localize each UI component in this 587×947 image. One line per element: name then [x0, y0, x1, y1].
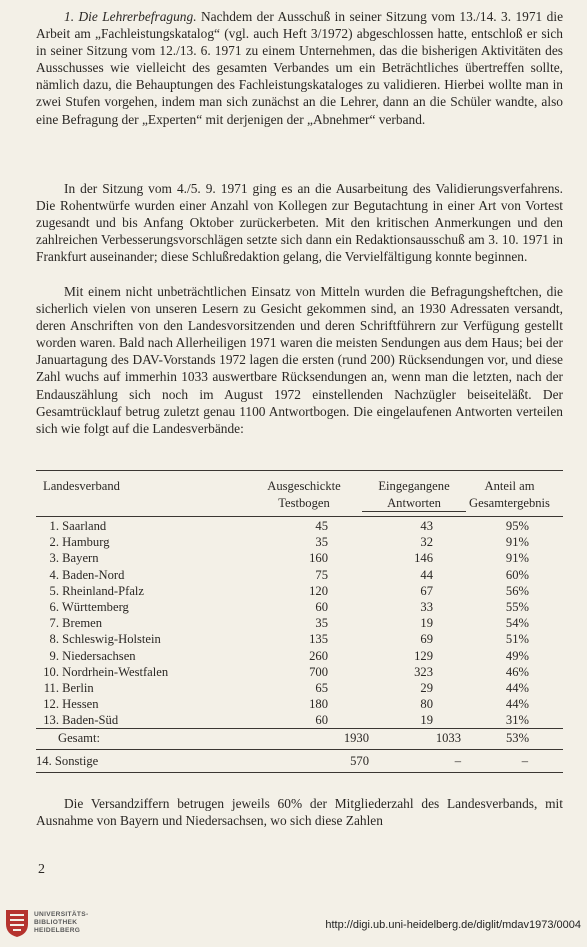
received-value: 43 [420, 519, 433, 533]
cell-sent [254, 583, 354, 599]
received-value: 19 [420, 713, 433, 728]
cell-share [466, 648, 563, 664]
cell-received [354, 518, 466, 534]
cell-sent [254, 712, 354, 728]
paragraph-text: In der Sitzung vom 4./5. 9. 1971 ging es an die Ausarbeitung des Validierungsverfahrens. Die Rohentwürfe wurden einer Anzahl von Kollegen zur Begutachtung in einer Art von Vortest zugesandt und bis Anfang Oktober zurückerbeten. Mit den kritischen Anmerkungen und den zahlreichen Verbesserungsvorschlägen setzte sich dann ein Redaktionsausschuß am 3. 10. 1971 in Frankfurt auseinander; diese Schlußredaktion gelang, die Vervielfältigung konnte beginnen. [36, 181, 563, 265]
other-row [36, 753, 563, 770]
table-row [36, 631, 563, 647]
row-number: 11. [43, 681, 59, 696]
cell-share [466, 712, 563, 728]
cell-sent [254, 696, 354, 712]
sent-value: 75 [315, 567, 328, 582]
sent-value: 120 [309, 583, 328, 598]
received-value: 67 [420, 583, 433, 598]
received-value: 323 [414, 664, 433, 679]
row-number: 5. [49, 583, 59, 598]
cell-share [466, 664, 563, 680]
other-label: 14. Sonstige [36, 754, 99, 768]
cell-received [354, 583, 466, 599]
header-line1: Ausgeschickte [267, 479, 341, 493]
header-landesverband: Landesverband [43, 479, 120, 493]
other-received: – [454, 754, 461, 768]
received-value: 44 [420, 567, 433, 582]
table-row [36, 680, 563, 696]
share-value: 91% [505, 551, 529, 566]
cell-received [354, 680, 466, 696]
row-name: Baden-Nord [62, 567, 125, 582]
paragraph-lehrerbefragung [36, 8, 563, 128]
paragraph-versand [36, 283, 563, 437]
sent-value: 35 [315, 616, 328, 631]
share-value: 95% [505, 519, 529, 533]
received-value: 32 [420, 535, 433, 550]
sent-value: 45 [315, 519, 328, 533]
share-value: 55% [505, 600, 529, 615]
total-row [36, 730, 563, 747]
share-value: 31% [505, 713, 529, 728]
cell-landesverband [36, 696, 254, 712]
wordmark-line2: BIBLIOTHEK [34, 919, 78, 927]
other-share: – [521, 754, 528, 768]
row-name: Bremen [62, 616, 103, 631]
total-share: 53% [506, 731, 530, 745]
cell-share [466, 631, 563, 647]
header-line2: Antworten [362, 495, 466, 513]
cell-landesverband [36, 615, 254, 631]
share-value: 44% [505, 681, 529, 696]
sent-value: 35 [315, 535, 328, 550]
cell-sent [254, 567, 354, 583]
header-anteil [462, 478, 557, 511]
header-line1: Eingegangene [378, 479, 450, 493]
cell-landesverband [36, 631, 254, 647]
cell-share [466, 680, 563, 696]
header-ausgeschickte [258, 478, 350, 511]
share-value: 54% [505, 616, 529, 631]
header-bottom-rule [36, 516, 563, 517]
row-name: Berlin [62, 681, 94, 696]
landesverband-table [36, 518, 563, 729]
table-row [36, 664, 563, 680]
received-value: 33 [420, 600, 433, 615]
table-row [36, 712, 563, 728]
header-line2: Testbogen [278, 495, 330, 510]
library-wordmark [34, 911, 88, 936]
sent-value: 135 [309, 632, 328, 647]
cell-sent [254, 680, 354, 696]
sent-value: 700 [309, 664, 328, 679]
cell-share [466, 615, 563, 631]
cell-received [354, 712, 466, 728]
sent-value: 60 [315, 600, 328, 615]
header-line1: Anteil am [484, 479, 535, 493]
row-number: 3. [49, 551, 59, 566]
paragraph-text: Nachdem der Ausschuß in seiner Sitzung vom 13./14. 3. 1971 die Arbeit am „Fachleistungskatalog“ (vgl. auch Heft 3/1972) abgeschlossen hatte, entschloß er sich in seiner Sitzung vom 12./13. 6. 1971 zu einem Unternehmen, das die bisherigen Aktivitäten des Ausschusses wie vielleicht des gesamten Verbandes um ein Beträchtliches übertreffen sollte, nämlich dazu, die Behauptungen des Fachleistungskataloges zu validieren. Hierbei wollte man in zwei Stufen vorgehen, indem man sich zunächst an die Lehrer, dann an die Schüler wandte, also eine Befragung der „Experten“ mit derjenigen der „Abnehmer“ verband. [36, 9, 564, 127]
received-value: 69 [420, 632, 433, 647]
row-name: Württemberg [61, 600, 129, 615]
cell-sent [254, 550, 354, 566]
cell-landesverband [36, 567, 254, 583]
row-number: 6. [49, 600, 59, 615]
cell-landesverband [36, 664, 254, 680]
total-received: 1033 [435, 731, 461, 745]
table-row [36, 648, 563, 664]
row-name: Rheinland-Pfalz [62, 583, 144, 598]
cell-landesverband [36, 712, 254, 728]
received-value: 129 [414, 648, 433, 663]
total-label: Gesamt: [58, 731, 100, 745]
sent-value: 260 [309, 648, 328, 663]
total-sent: 1930 [343, 731, 369, 745]
source-url-link[interactable]: http://digi.ub.uni-heidelberg.de/diglit/mdav1973/0004 [325, 919, 581, 931]
cell-sent [254, 615, 354, 631]
cell-landesverband [36, 534, 254, 550]
cell-sent [254, 518, 354, 534]
cell-received [354, 631, 466, 647]
cell-landesverband [36, 518, 254, 534]
row-name: Hessen [62, 697, 99, 712]
row-name: Saarland [62, 519, 107, 533]
row-number: 8. [49, 632, 59, 647]
row-name: Hamburg [62, 535, 110, 550]
sent-value: 65 [315, 681, 328, 696]
paragraph-versandziffern [36, 795, 563, 829]
cell-received [354, 664, 466, 680]
row-number: 13. [43, 713, 59, 728]
total-bottom-rule [36, 749, 563, 750]
row-number: 4. [49, 567, 59, 582]
table-row [36, 518, 563, 534]
wordmark-line3: HEIDELBERG [34, 927, 81, 935]
paragraph-validierung [36, 180, 563, 265]
row-name: Bayern [62, 551, 99, 566]
received-value: 29 [420, 681, 433, 696]
cell-share [466, 550, 563, 566]
cell-received [354, 648, 466, 664]
cell-sent [254, 631, 354, 647]
table-row [36, 567, 563, 583]
row-number: 2. [49, 535, 59, 550]
sum-rule [36, 728, 563, 729]
share-value: 49% [505, 648, 529, 663]
sent-value: 180 [309, 697, 328, 712]
sent-value: 160 [309, 551, 328, 566]
row-number: 12. [43, 697, 59, 712]
cell-sent [254, 664, 354, 680]
cell-landesverband [36, 680, 254, 696]
table-row [36, 583, 563, 599]
row-name: Baden-Süd [62, 713, 119, 728]
received-value: 19 [420, 616, 433, 631]
share-value: 91% [505, 535, 529, 550]
cell-sent [254, 534, 354, 550]
received-value: 146 [414, 551, 433, 566]
row-name: Nordrhein-Westfalen [62, 664, 169, 679]
row-name: Niedersachsen [62, 648, 136, 663]
cell-share [466, 599, 563, 615]
paragraph-text: Die Versandziffern betrugen jeweils 60% der Mitgliederzahl des Landesverbands, mit Ausnahme von Bayern und Niedersachsen, wo sich diese Zahlen [36, 796, 563, 829]
university-library-logo-icon [4, 908, 30, 938]
table-row [36, 696, 563, 712]
share-value: 60% [505, 567, 529, 582]
cell-sent [254, 648, 354, 664]
row-number: 9. [49, 648, 59, 663]
cell-landesverband [36, 599, 254, 615]
row-number: 10. [43, 664, 59, 679]
paragraph-text: Mit einem nicht unbeträchtlichen Einsatz von Mitteln wurden die Befragungsheftchen, die sicherlich vielen von unseren Lesern zu Gesicht gekommen sind, an 1930 Adressaten versandt, deren Anschriften von den Landesvorsitzenden und deren Schriftführern zur Verfügung gestellt worden waren. Bald nach Allerheiligen 1971 waren die meisten Sendungen aus dem Haus; bei der Januartagung des DAV-Vorstands 1972 lagen die ersten (rund 200) Rücksendungen vor, und diese Zahl wuchs auf immerhin 1033 auswertbare Rücksendungen an, wenn man die letzten, nach der Endauszählung sich noch im August 1972 einstellenden Nachzügler beiseiteläßt. Der Gesamtrücklauf betrug zuletzt genau 1100 Antwortbogen. Die eingelaufenen Antworten verteilen sich wie folgt auf die Landesverbände: [36, 284, 563, 436]
cell-sent [254, 599, 354, 615]
header-line2: Gesamtergebnis [469, 495, 550, 510]
share-value: 46% [505, 664, 529, 679]
cell-received [354, 696, 466, 712]
cell-landesverband [36, 648, 254, 664]
footer [0, 902, 587, 947]
header-eingegangene [362, 478, 466, 512]
cell-share [466, 567, 563, 583]
row-name: Schleswig-Holstein [62, 632, 161, 647]
cell-received [354, 615, 466, 631]
table-row [36, 599, 563, 615]
table-row [36, 550, 563, 566]
cell-landesverband [36, 583, 254, 599]
cell-landesverband [36, 550, 254, 566]
sent-value: 60 [315, 713, 328, 728]
cell-share [466, 534, 563, 550]
page-number: 2 [38, 862, 45, 877]
row-number: 1. [49, 519, 59, 533]
table-bottom-rule [36, 772, 563, 773]
share-value: 44% [505, 697, 529, 712]
cell-share [466, 518, 563, 534]
other-sent: 570 [350, 754, 369, 768]
share-value: 56% [505, 583, 529, 598]
wordmark-line1: UNIVERSITÄTS- [34, 911, 89, 918]
table-row [36, 534, 563, 550]
cell-received [354, 567, 466, 583]
cell-received [354, 550, 466, 566]
cell-share [466, 583, 563, 599]
cell-share [466, 696, 563, 712]
received-value: 80 [420, 697, 433, 712]
table-row [36, 615, 563, 631]
cell-received [354, 534, 466, 550]
cell-received [354, 599, 466, 615]
share-value: 51% [505, 632, 529, 647]
section-heading: 1. Die Lehrerbefragung. [64, 9, 197, 24]
row-number: 7. [49, 616, 59, 631]
table-top-rule [36, 470, 563, 471]
